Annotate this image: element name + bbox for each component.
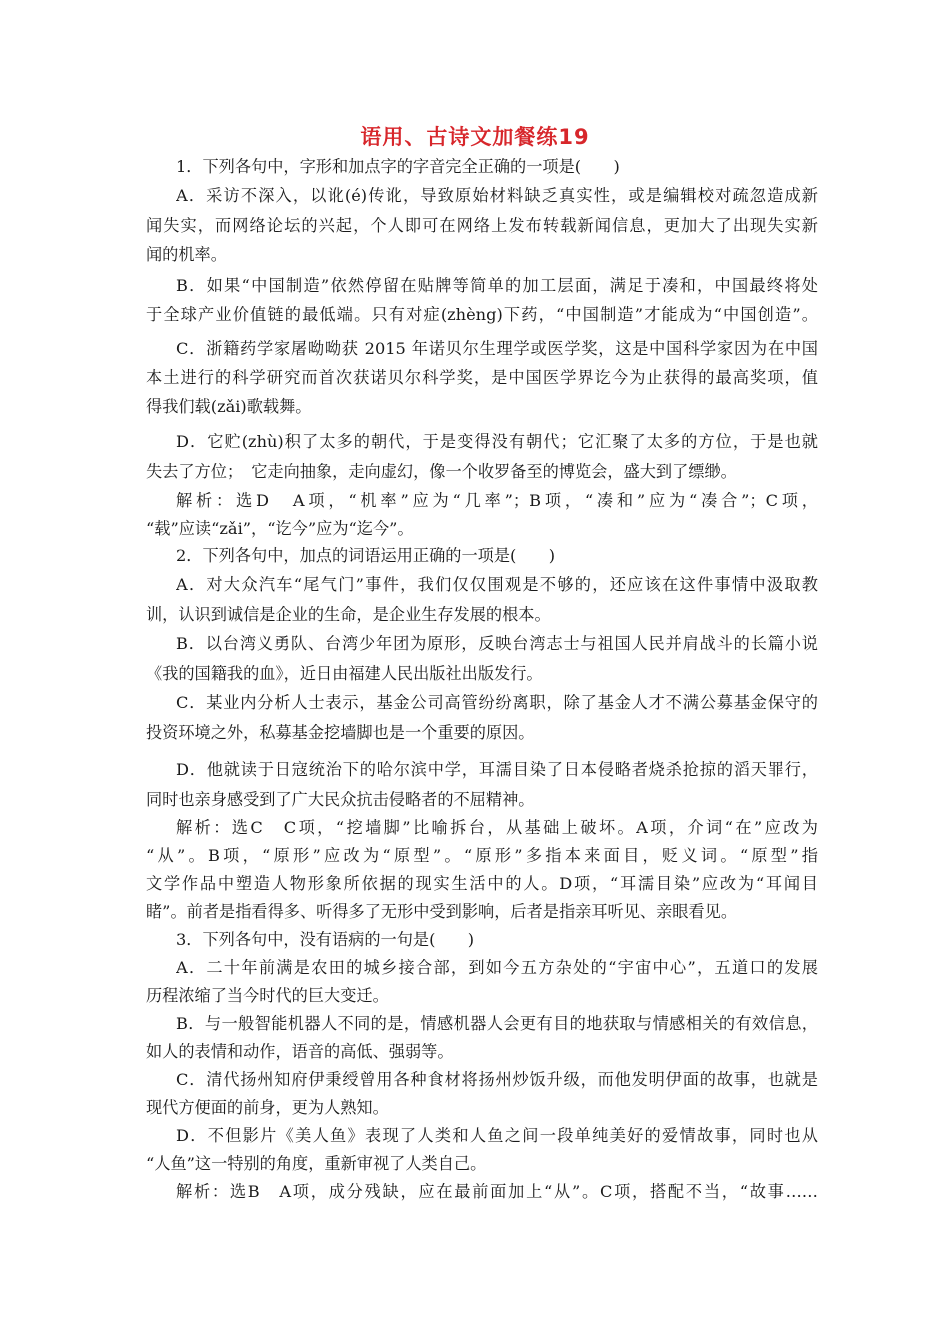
question-1-stem: 1．下列各句中，字形和加点字的字音完全正确的一项是( ) [176, 157, 620, 176]
q3-analysis-line: 解析：选B A项，成分残缺，应在最前面加上“从”。C项，搭配不当，“故事…… [176, 1182, 818, 1201]
q2-option-c-line: C．某业内分析人士表示，基金公司高管纷纷离职，除了基金人才不满公募基金保守的 [176, 693, 818, 712]
q1-option-a-line: 闻失实，而网络论坛的兴起，个人即可在网络上发布转载新闻信息，更加大了出现失实新 [146, 216, 818, 235]
q1-option-b-line: 于全球产业价值链的最低端。只有对症(zhèng)下药，“中国制造”才能成为“中国创造”。 [146, 305, 818, 324]
q2-option-d-line: D．他就读于日寇统治下的哈尔滨中学，耳濡目染了日本侵略者烧杀抢掠的滔天罪行， [176, 760, 818, 779]
q3-option-b-line: B．与一般智能机器人不同的是，情感机器人会更有目的地获取与情感相关的有效信息， [176, 1014, 818, 1033]
q2-analysis-line: 解析：选C C项，“挖墙脚”比喻拆台，从基础上破坏。A项，介词“在”应改为 [176, 818, 818, 837]
q2-option-d-line: 同时也亲身感受到了广大民众抗击侵略者的不屈精神。 [146, 790, 535, 809]
q2-option-c-line: 投资环境之外，私募基金挖墙脚也是一个重要的原因。 [146, 723, 535, 742]
question-2-stem: 2．下列各句中，加点的词语运用正确的一项是( ) [176, 546, 556, 565]
q1-analysis-line: “载”应读“zǎi”，“讫今”应为“迄今”。 [146, 519, 414, 538]
q2-option-b-line: B．以台湾义勇队、台湾少年团为原形，反映台湾志士与祖国人民并肩战斗的长篇小说 [176, 634, 818, 653]
q3-option-c-line: C．清代扬州知府伊秉绶曾用各种食材将扬州炒饭升级，而他发明伊面的故事，也就是 [176, 1070, 818, 1089]
q1-option-a-line: A．采访不深入，以讹(é)传讹，导致原始材料缺乏真实性，或是编辑校对疏忽造成新 [176, 186, 818, 205]
q1-option-d-line: 失去了方位； 它走向抽象，走向虚幻，像一个收罗备至的博览会，盛大到了缥缈。 [146, 462, 737, 481]
q2-option-a-line: A．对大众汽车“尾气门”事件，我们仅仅围观是不够的，还应该在这件事情中汲取教 [176, 575, 818, 594]
q1-option-a-line: 闻的机率。 [146, 245, 227, 264]
q1-option-c-line: 本土进行的科学研究而首次获诺贝尔科学奖，是中国医学界讫今为止获得的最高奖项，值 [146, 368, 818, 387]
q3-option-d-line: D．不但影片《美人鱼》表现了人类和人鱼之间一段单纯美好的爱情故事，同时也从 [176, 1126, 818, 1145]
q2-analysis-line: 睹”。前者是指看得多、听得多了无形中受到影响，后者是指亲耳听见、亲眼看见。 [146, 902, 738, 921]
q3-option-b-line: 如人的表情和动作，语音的高低、强弱等。 [146, 1042, 454, 1061]
q1-option-b-line: B．如果“中国制造”依然停留在贴牌等简单的加工层面，满足于凑和，中国最终将处 [176, 276, 818, 295]
q1-option-d-line: D．它贮(zhù)积了太多的朝代，于是变得没有朝代；它汇聚了太多的方位，于是也就 [176, 432, 818, 451]
q1-analysis-line: 解析：选D A项，“机率”应为“几率”；B项，“凑和”应为“凑合”；C项， [176, 491, 818, 510]
q2-analysis-line: 文学作品中塑造人物形象所依据的现实生活中的人。D项，“耳濡目染”应改为“耳闻目 [146, 874, 818, 893]
q3-option-d-line: “人鱼”这一特别的角度，重新审视了人类自己。 [146, 1154, 487, 1173]
q2-option-b-line: 《我的国籍我的血》，近日由福建人民出版社出版发行。 [146, 664, 543, 683]
q2-option-a-line: 训，认识到诚信是企业的生命，是企业生存发展的根本。 [146, 605, 551, 624]
q2-analysis-line: “从”。B项，“原形”应改为“原型”。“原形”多指本来面目，贬义词。“原型”指 [146, 846, 818, 865]
q1-option-c-line: C．浙籍药学家屠呦呦获 2015 年诺贝尔生理学或医学奖，这是中国科学家因为在中国 [176, 339, 818, 358]
q3-option-c-line: 现代方便面的前身，更为人熟知。 [146, 1098, 389, 1117]
q3-option-a-line: A．二十年前满是农田的城乡接合部，到如今五方杂处的“宇宙中心”，五道口的发展 [176, 958, 818, 977]
question-3-stem: 3．下列各句中，没有语病的一句是( ) [176, 930, 475, 949]
q3-option-a-line: 历程浓缩了当今时代的巨大变迁。 [146, 986, 389, 1005]
q1-option-c-line: 得我们载(zǎi)歌载舞。 [146, 397, 312, 416]
page-title: 语用、古诗文加餐练19 [360, 125, 590, 149]
